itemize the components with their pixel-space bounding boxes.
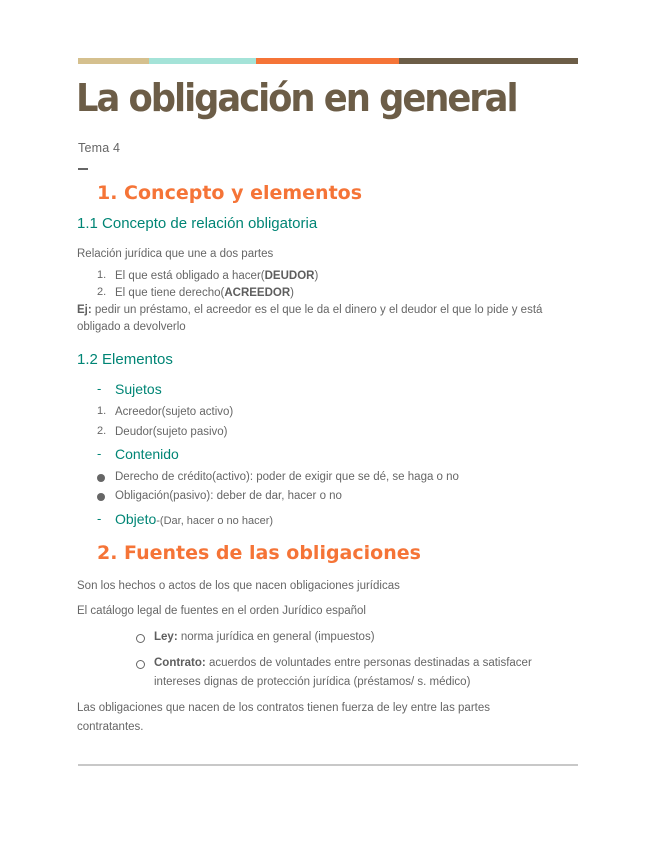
list-item-acreedor: El que tiene derecho(ACREEDOR) [115, 287, 294, 299]
color-bar-segment [78, 58, 149, 64]
list-number: 2. [97, 425, 107, 437]
subhead-sujetos: Sujetos [115, 381, 162, 397]
list-number: 1. [97, 405, 107, 417]
subhead-objeto: Objeto-(Dar, hacer o no hacer) [115, 511, 274, 527]
paragraph-example-cont: obligado a devolverlo [77, 321, 186, 333]
list-number: 1. [97, 269, 107, 281]
paragraph-example: Ej: pedir un préstamo, el acreedor es el que le da el dinero y el deudor el que lo pide y está [77, 304, 543, 316]
list-item-obligacion: Obligación(pasivo): deber de dar, hacer o no [115, 490, 342, 502]
paragraph-closing: Las obligaciones que nacen de los contratos tienen fuerza de ley entre las partes [77, 702, 490, 714]
list-item-ley: Ley: norma jurídica en general (impuestos) [154, 631, 375, 643]
paragraph-fuentes-1: Son los hechos o actos de los que nacen obligaciones jurídicas [77, 580, 400, 592]
subsection-heading-elementos: 1.2 Elementos [77, 351, 173, 368]
hollow-bullet [136, 660, 145, 669]
paragraph-fuentes-2: El catálogo legal de fuentes en el orden Jurídico español [77, 605, 366, 617]
dash-marker: - [97, 381, 102, 396]
document-title: La obligación en general [76, 76, 517, 120]
section-heading-fuentes: 2. Fuentes de las obligaciones [97, 542, 421, 564]
paragraph-closing-cont: contratantes. [77, 721, 144, 733]
color-bar-segment [149, 58, 256, 64]
color-bar-segment [256, 58, 399, 64]
footer-divider [78, 764, 578, 766]
dash-marker: - [97, 511, 102, 526]
bullet-dot [97, 474, 105, 482]
paragraph-intro: Relación jurídica que une a dos partes [77, 248, 274, 260]
list-item-contrato: Contrato: acuerdos de voluntades entre personas destinadas a satisfacer [154, 657, 532, 669]
list-number: 2. [97, 286, 107, 298]
bullet-dot [97, 493, 105, 501]
subhead-contenido: Contenido [115, 446, 179, 462]
document-subtitle: Tema 4 [78, 141, 121, 155]
hollow-bullet [136, 634, 145, 643]
color-bar-segment [399, 58, 578, 64]
list-item-deudor: El que está obligado a hacer(DEUDOR) [115, 270, 319, 282]
subtitle-divider [78, 168, 88, 170]
dash-marker: - [97, 446, 102, 461]
header-color-bar [78, 58, 578, 64]
list-item-derecho-credito: Derecho de crédito(activo): poder de exigir que se dé, se haga o no [115, 471, 459, 483]
subsection-heading-concepto: 1.1 Concepto de relación obligatoria [77, 215, 318, 232]
list-item-deudor-sujeto: Deudor(sujeto pasivo) [115, 426, 228, 438]
list-item-acreedor-sujeto: Acreedor(sujeto activo) [115, 406, 234, 418]
section-heading-concepto: 1. Concepto y elementos [97, 182, 363, 204]
list-item-contrato-cont: intereses dignas de protección jurídica (préstamos/ s. médico) [154, 676, 471, 688]
